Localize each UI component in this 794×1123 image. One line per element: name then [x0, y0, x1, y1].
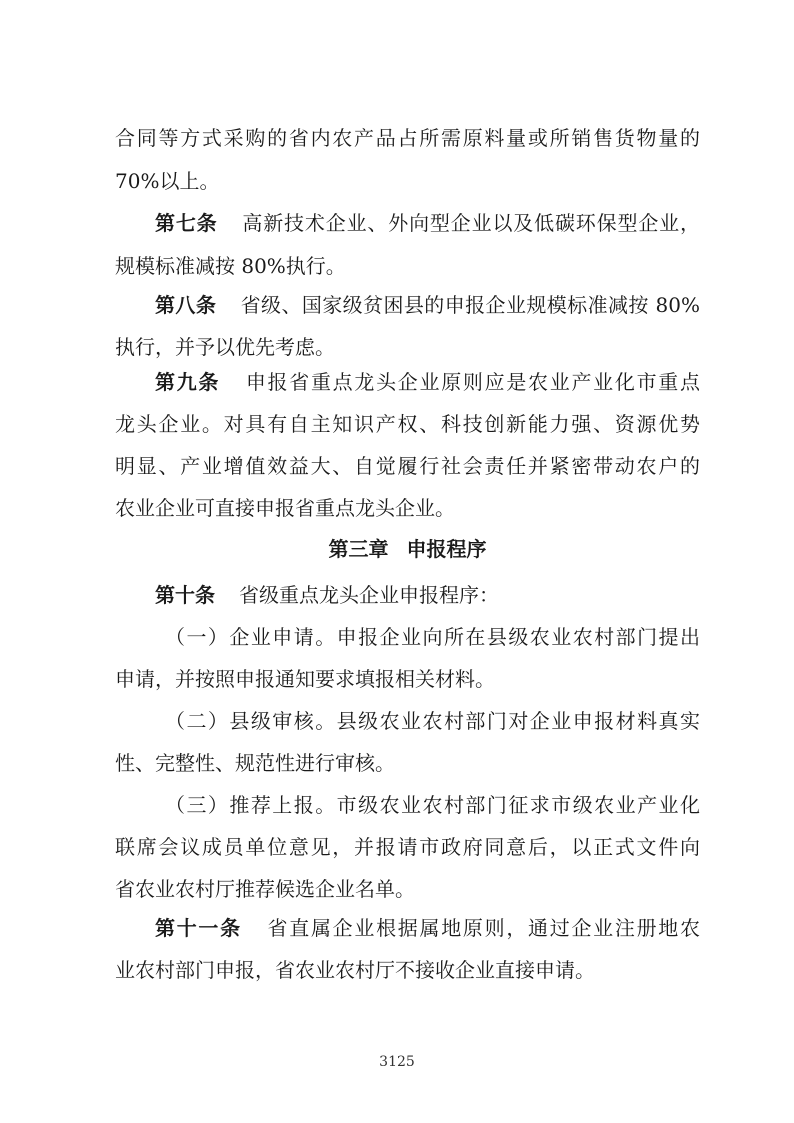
chapter-title: 申报程序: [406, 537, 487, 561]
body-line: 业农村部门申报，省农业农村厅不接收企业直接申请。: [115, 958, 595, 982]
article-7-text: 高新技术企业、外向型企业以及低碳环保型企业，: [241, 211, 700, 235]
article-11-label: 第十一条: [155, 916, 242, 940]
body-line: 农业企业可直接申报省重点龙头企业。: [115, 496, 455, 520]
body-line: 70%以上。: [115, 169, 220, 193]
article-10-text: 省级重点龙头企业申报程序：: [239, 583, 499, 607]
article-7-label: 第七条: [155, 211, 218, 235]
article-11-text: 省直属企业根据属地原则，通过企业注册地农: [265, 916, 700, 940]
article-9-text: 申报省重点龙头企业原则应是农业产业化市重点: [244, 370, 700, 394]
body-line: 性、完整性、规范性进行审核。: [115, 751, 395, 775]
body-line: 联席会议成员单位意见，并报请市政府同意后，以正式文件向: [115, 835, 700, 859]
procedure-3: （三）推荐上报。市级农业农村部门征求市级农业产业化: [165, 793, 700, 817]
body-line: 申请，并按照申报通知要求填报相关材料。: [115, 667, 495, 691]
article-11: [155, 913, 700, 943]
article-8: [155, 290, 700, 320]
body-line: 规模标准减按 80%执行。: [115, 254, 346, 278]
body-line: 执行，并予以优先考虑。: [115, 335, 335, 359]
procedure-1: （一）企业申请。申报企业向所在县级农业农村部门提出: [165, 625, 700, 649]
article-9: [155, 367, 700, 397]
body-line: 省农业农村厅推荐候选企业名单。: [115, 877, 415, 901]
body-line: 合同等方式采购的省内农产品占所需原料量或所销售货物量的: [115, 126, 700, 150]
article-10-label: 第十条: [155, 583, 215, 607]
body-line: 龙头企业。对具有自主知识产权、科技创新能力强、资源优势: [115, 412, 700, 436]
chapter-number: 第三章: [328, 537, 389, 561]
procedure-2: （二）县级审核。县级农业农村部门对企业申报材料真实: [165, 709, 700, 733]
article-10: [155, 580, 700, 610]
chapter-heading: [115, 533, 700, 565]
article-9-label: 第九条: [155, 370, 221, 394]
article-8-label: 第八条: [155, 293, 217, 317]
body-line: 明显、产业增值效益大、自觉履行社会责任并紧密带动农户的: [115, 454, 700, 478]
page-number: 3125: [379, 1054, 415, 1070]
article-8-text: 省级、国家级贫困县的申报企业规模标准减按 80%: [240, 293, 700, 317]
article-7: [155, 208, 700, 238]
